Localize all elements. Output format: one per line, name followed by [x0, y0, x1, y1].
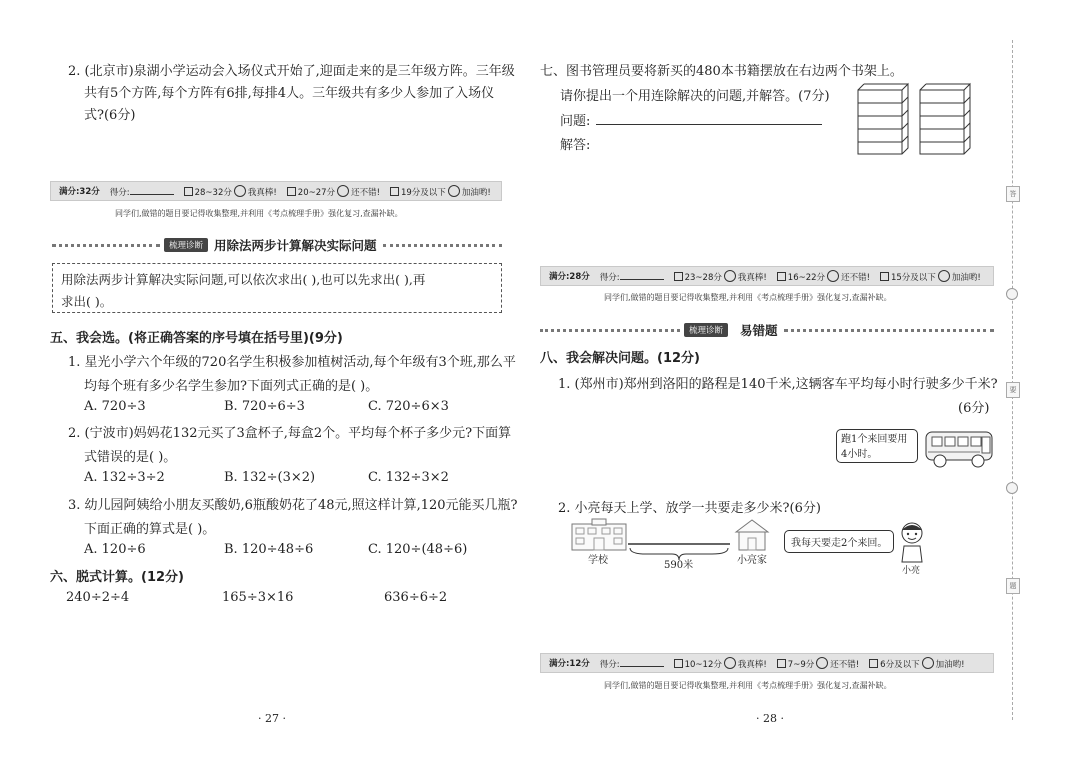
house-icon — [732, 518, 772, 552]
binding-hole-icon — [1006, 288, 1018, 300]
score-blank[interactable] — [620, 657, 664, 667]
bus-icon — [924, 428, 996, 470]
smile-face-icon — [337, 185, 349, 197]
checkbox[interactable] — [777, 272, 786, 281]
s5-q2-line1: 2. (宁波市)妈妈花132元买了3盒杯子,每盒2个。平均每个杯子多少元?下面算 — [68, 426, 512, 441]
header-tag: 梳理诊断 — [684, 323, 728, 337]
checkbox[interactable] — [674, 272, 683, 281]
section-5-title: 五、我会选。(将正确答案的序号填在括号里)(9分) — [50, 331, 343, 346]
checkbox[interactable] — [390, 187, 399, 196]
s5-q2-line2: 式错误的是( )。 — [84, 450, 177, 465]
checkbox[interactable] — [184, 187, 193, 196]
header-title: 易错题 — [740, 323, 778, 338]
cheer-face-icon — [448, 185, 460, 197]
checkbox[interactable] — [777, 659, 786, 668]
s7-question-label: 问题: — [560, 114, 591, 129]
review-note: 同学们,做错的题目要记得收集整理,并利用《考点梳理手册》强化复习,查漏补缺。 — [115, 209, 403, 218]
full-score: 满分:32分 — [59, 187, 100, 197]
margin-mark: 答 — [1006, 186, 1020, 202]
concept-line2: 求出( )。 — [61, 294, 113, 309]
s5-q2-option-c: C. 132÷3×2 — [368, 470, 449, 485]
s5-q3-option-a: A. 120÷6 — [84, 542, 146, 557]
school-building-icon — [570, 518, 628, 552]
question-2-line2: 共有5个方阵,每个方阵有6排,每排4人。三年级共有多少人参加了入场仪 — [84, 86, 495, 101]
score-bar-1: 满分:32分 得分: 28~32分 我真棒! 20~27分 还不错! 19分及以下 加油哟! — [50, 181, 502, 201]
question-2-line3: 式?(6分) — [84, 108, 136, 123]
checkbox[interactable] — [287, 187, 296, 196]
bubble-line2: 4小时。 — [841, 449, 878, 460]
speech-bubble-boy: 我每天要走2个来回。 — [784, 530, 894, 553]
margin-mark: 要 — [1006, 382, 1020, 398]
smile-face-icon — [724, 270, 736, 282]
score-bar-2: 满分:28分 得分: 23~28分 我真棒! 16~22分 还不错! 15分及以下 加油哟! — [540, 266, 994, 286]
s5-q3-line2: 下面正确的算式是( )。 — [84, 522, 216, 537]
full-score: 满分:28分 — [549, 272, 590, 282]
score-blank[interactable] — [130, 185, 174, 195]
question-2-line1: 2. (北京市)泉湖小学运动会入场仪式开始了,迎面走来的是三年级方阵。三年级 — [68, 64, 515, 79]
checkbox[interactable] — [880, 272, 889, 281]
checkbox[interactable] — [869, 659, 878, 668]
s5-q2-option-b: B. 132÷(3×2) — [224, 470, 316, 485]
s8-q1-score: (6分) — [958, 401, 990, 416]
bubble-line1: 跑1个来回要用 — [841, 434, 908, 445]
home-label: 小亮家 — [737, 555, 767, 566]
s5-q3-option-b: B. 120÷48÷6 — [224, 542, 314, 557]
section-7-title: 七、图书管理员要将新买的480本书籍摆放在右边两个书架上。 — [540, 64, 903, 79]
school-label: 学校 — [588, 555, 608, 566]
calc-2: 165÷3×16 — [222, 590, 294, 605]
cheer-face-icon — [938, 270, 950, 282]
calc-1: 240÷2÷4 — [66, 590, 130, 605]
s5-q2-option-a: A. 132÷3÷2 — [84, 470, 165, 485]
score-blank[interactable] — [620, 270, 664, 280]
boy-icon — [894, 520, 930, 564]
margin-mark: 题 — [1006, 578, 1020, 594]
s5-q1-line2: 均每个班有多少名学生参加?下面列式正确的是( )。 — [84, 379, 379, 394]
smile-face-icon — [724, 657, 736, 669]
section-8-title: 八、我会解决问题。(12分) — [540, 351, 700, 366]
smile-face-icon — [816, 657, 828, 669]
review-note: 同学们,做错的题目要记得收集整理,并利用《考点梳理手册》强化复习,查漏补缺。 — [604, 681, 892, 690]
s7-line1: 请你提出一个用连除解决的问题,并解答。(7分) — [560, 89, 830, 104]
section-header-mistakes — [540, 322, 994, 338]
header-title: 用除法两步计算解决实际问题 — [214, 238, 377, 253]
smile-face-icon — [234, 185, 246, 197]
s8-q1-line1: 1. (郑州市)郑州到洛阳的路程是140千米,这辆客车平均每小时行驶多少千米? — [558, 377, 998, 392]
s7-question-line[interactable] — [596, 124, 822, 125]
s7-answer-label: 解答: — [560, 138, 591, 153]
score-bar-3: 满分:12分 得分: 10~12分 我真棒! 7~9分 还不错! 6分及以下 加油哟! — [540, 653, 994, 673]
cheer-face-icon — [922, 657, 934, 669]
s5-q3-option-c: C. 120÷(48÷6) — [368, 542, 468, 557]
calc-3: 636÷6÷2 — [384, 590, 448, 605]
full-score: 满分:12分 — [549, 659, 590, 669]
smile-face-icon — [827, 270, 839, 282]
score-label: 得分: — [600, 270, 664, 283]
s5-q1-option-a: A. 720÷3 — [84, 399, 146, 414]
s8-q2-line: 2. 小亮每天上学、放学一共要走多少米?(6分) — [558, 501, 821, 516]
review-note: 同学们,做错的题目要记得收集整理,并利用《考点梳理手册》强化复习,查漏补缺。 — [604, 293, 892, 302]
binding-hole-icon — [1006, 482, 1018, 494]
page-number-right: · 28 · — [756, 712, 784, 725]
boy-label: 小亮 — [902, 566, 921, 576]
concept-line1: 用除法两步计算解决实际问题,可以依次求出( ),也可以先求出( ),再 — [61, 272, 426, 287]
concept-box — [52, 263, 502, 313]
speech-bubble-bus — [836, 429, 918, 463]
section-6-title: 六、脱式计算。(12分) — [50, 570, 184, 585]
distance-label: 590米 — [664, 560, 694, 571]
s5-q1-option-b: B. 720÷6÷3 — [224, 399, 305, 414]
bookshelf-illustration — [852, 82, 976, 160]
s5-q3-line1: 3. 幼儿园阿姨给小朋友买酸奶,6瓶酸奶花了48元,照这样计算,120元能买几瓶? — [68, 498, 518, 513]
section-header-division — [52, 237, 502, 253]
header-tag: 梳理诊断 — [164, 238, 208, 252]
page-number-left: · 27 · — [258, 712, 286, 725]
checkbox[interactable] — [674, 659, 683, 668]
binding-line — [1012, 40, 1013, 720]
score-label: 得分: — [110, 185, 174, 198]
s5-q1-line1: 1. 星光小学六个年级的720名学生积极参加植树活动,每个年级有3个班,那么平 — [68, 355, 516, 370]
s5-q1-option-c: C. 720÷6×3 — [368, 399, 449, 414]
score-label: 得分: — [600, 657, 664, 670]
